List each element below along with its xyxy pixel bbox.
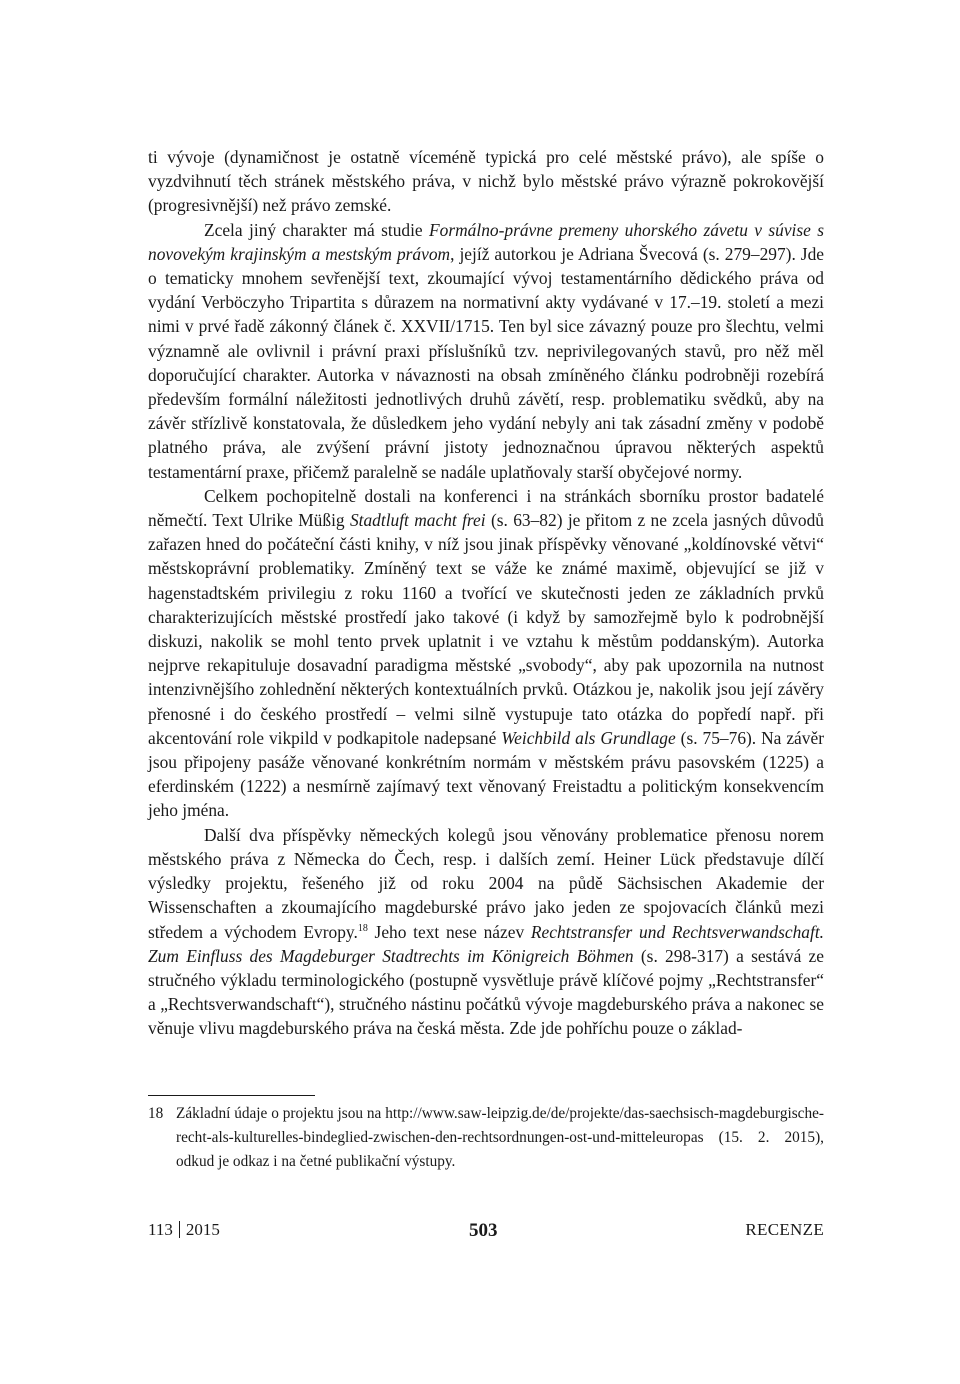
paragraph-text: Další dva příspěvky německých kolegů jsou věnovány problematice přenosu norem městského práva z Německa do Čech, resp. i dalších zemí. Heiner Lück představuje dílčí výsledky projektu, řešeného již od roku 2004 na půdě Sächsischen Akademie der Wissenschaften a zkoumajícího magdeburské právo jako jeden ze spojovacích článků mezi středem a východem Evropy. bbox=[148, 824, 824, 942]
issue-separator bbox=[179, 1221, 180, 1238]
body-text bbox=[148, 145, 824, 1041]
page-number: 503 bbox=[469, 1220, 498, 1241]
footnote-divider bbox=[148, 1095, 315, 1096]
footnote bbox=[148, 1102, 824, 1174]
work-title: Weichbild als Grundlage bbox=[501, 727, 676, 748]
paragraph-text: Celkem pochopitelně dostali na konferenci i na stránkách sborníku prostor badatelé němečtí. Text Ulrike Müßig bbox=[148, 485, 824, 531]
issue-year: 2015 bbox=[185, 1220, 220, 1239]
paragraph-text: , jejíž autorkou je Adriana Švecová (s. 279–297). Jde o tematicky mnohem sevřenější text, zkoumající vývoj testamentárního dědického práva od vydání Verböczyho Tripartita s důrazem na normativní akty vydávané v 17.–19. století a mezi nimi v prvé řadě zákonný článek č. XXVII/1715. Ten byl sice závazný pouze pro šlechtu, velmi významně ale ovlivnil i právní praxi příslušníků tzv. neprivilegovaných stavů, pro něž měl doporučující charakter. Autorka v návaznosti na obsah zmíněného článku podrobněji rozebírá především formální náležitosti jednotlivých druhů závětí, resp. problematiku svědků, aby na závěr střízlivě konstatovala, že důsledkem jeho vydání nebyly ani tak zásadní změny v podobě platného práva, ale zvýšení právní jistoty jednoznačnou úpravou některých aspektů testamentární praxe, přičemž paralelně se nadále uplatňovaly starší obyčejové normy. bbox=[148, 243, 824, 482]
work-title: Formálno-právne premeny uhorského závetu v súvise s novovekým krajinským a mestským právom bbox=[148, 219, 825, 264]
work-title: Stadtluft macht frei bbox=[349, 510, 486, 531]
paragraph-text: Zcela jiný charakter má studie bbox=[204, 219, 430, 240]
footnote-reference[interactable]: 18 bbox=[357, 922, 368, 934]
paragraph-text: (s. 298-317) a sestává ze stručného výkladu terminologického (postupně vysvětluje právě klíčové pojmy „Rechtstransfer“ a „Rechtsverwandschaft“), stručného nástinu počátků vývoje magdeburského práva a nakonec se věnuje vlivu magdeburského práva na česká města. Zde jde pohříchu pouze o základ- bbox=[148, 945, 824, 1039]
footnote-number: 18 bbox=[148, 1105, 164, 1122]
paragraph-text: Jeho text nese název bbox=[367, 921, 531, 942]
paragraph-continuation bbox=[148, 145, 824, 218]
paragraph-text: (s. 75–76). Na závěr jsou připojeny pasáže věnované konkrétním normám v městském právu pasovském (1225) a eferdinském (1222) a nesmírně zajímavý text věnovaný Freistadtu a politickým konsekvencím jeho jména. bbox=[148, 727, 824, 821]
section-label: RECENZE bbox=[745, 1220, 824, 1239]
issue-info bbox=[148, 1220, 220, 1240]
paragraph-text: (s. 63–82) je přitom z ne zcela jasných důvodů zařazen hned do počáteční části knihy, v níž jsou jinak příspěvky věnované „koldínovské větvi“ městskoprávní problematiky. Zmíněný text se váže ke známé maximě, objevující se již v hagenstadtském privilegiu z roku 1160 a tvořící ve skutečnosti jeden ze základních prvků charakterizujících městské prostředí jako takové (i když by samozřejmě bylo k podrobnější diskuzi, nakolik se mohl tento prvek uplatnit i ve vztahu k městům poddanským). Autorka nejprve rekapituluje dosavadní paradigma městské „svobody“, aby pak upozornila na nutnost intenzivnějšího zohlednění některých kontextuálních prvků. Otázkou je, nakolik jsou její závěry přenosné i do českého prostředí – velmi silně vystupuje tato otázka do popředí např. při akcentování role vikpild v podkapitole nadepsané bbox=[148, 510, 824, 748]
paragraph-luck bbox=[148, 823, 824, 1041]
footnote-text: Základní údaje o projektu jsou na http://www.saw-leipzig.de/de/projekte/das-saechsisch-magdeburgische-recht-als-kulturelles-bindeglied-zwischen-den-rechtsordnungen-ost-und-mitteleuropas (15. 2. 2015), odkud je odkaz i na četné publikační výstupy. bbox=[176, 1105, 824, 1170]
issue-number: 113 bbox=[148, 1220, 173, 1239]
paragraph-text: ti vývoje (dynamičnost je ostatně víceméně typická pro celé městské právo), ale spíše o vyzdvihnutí těch stránek městského práva, v nichž bylo městské právo výrazně pokrokovější (progresivnější) než právo zemské. bbox=[148, 147, 824, 216]
paragraph-mussig bbox=[148, 484, 824, 823]
work-title: Rechtstransfer und Rechtsverwandschaft. Zum Einfluss des Magdeburger Stadtrechts im Königreich Böhmen bbox=[148, 921, 825, 966]
paragraph-svecova bbox=[148, 218, 824, 484]
